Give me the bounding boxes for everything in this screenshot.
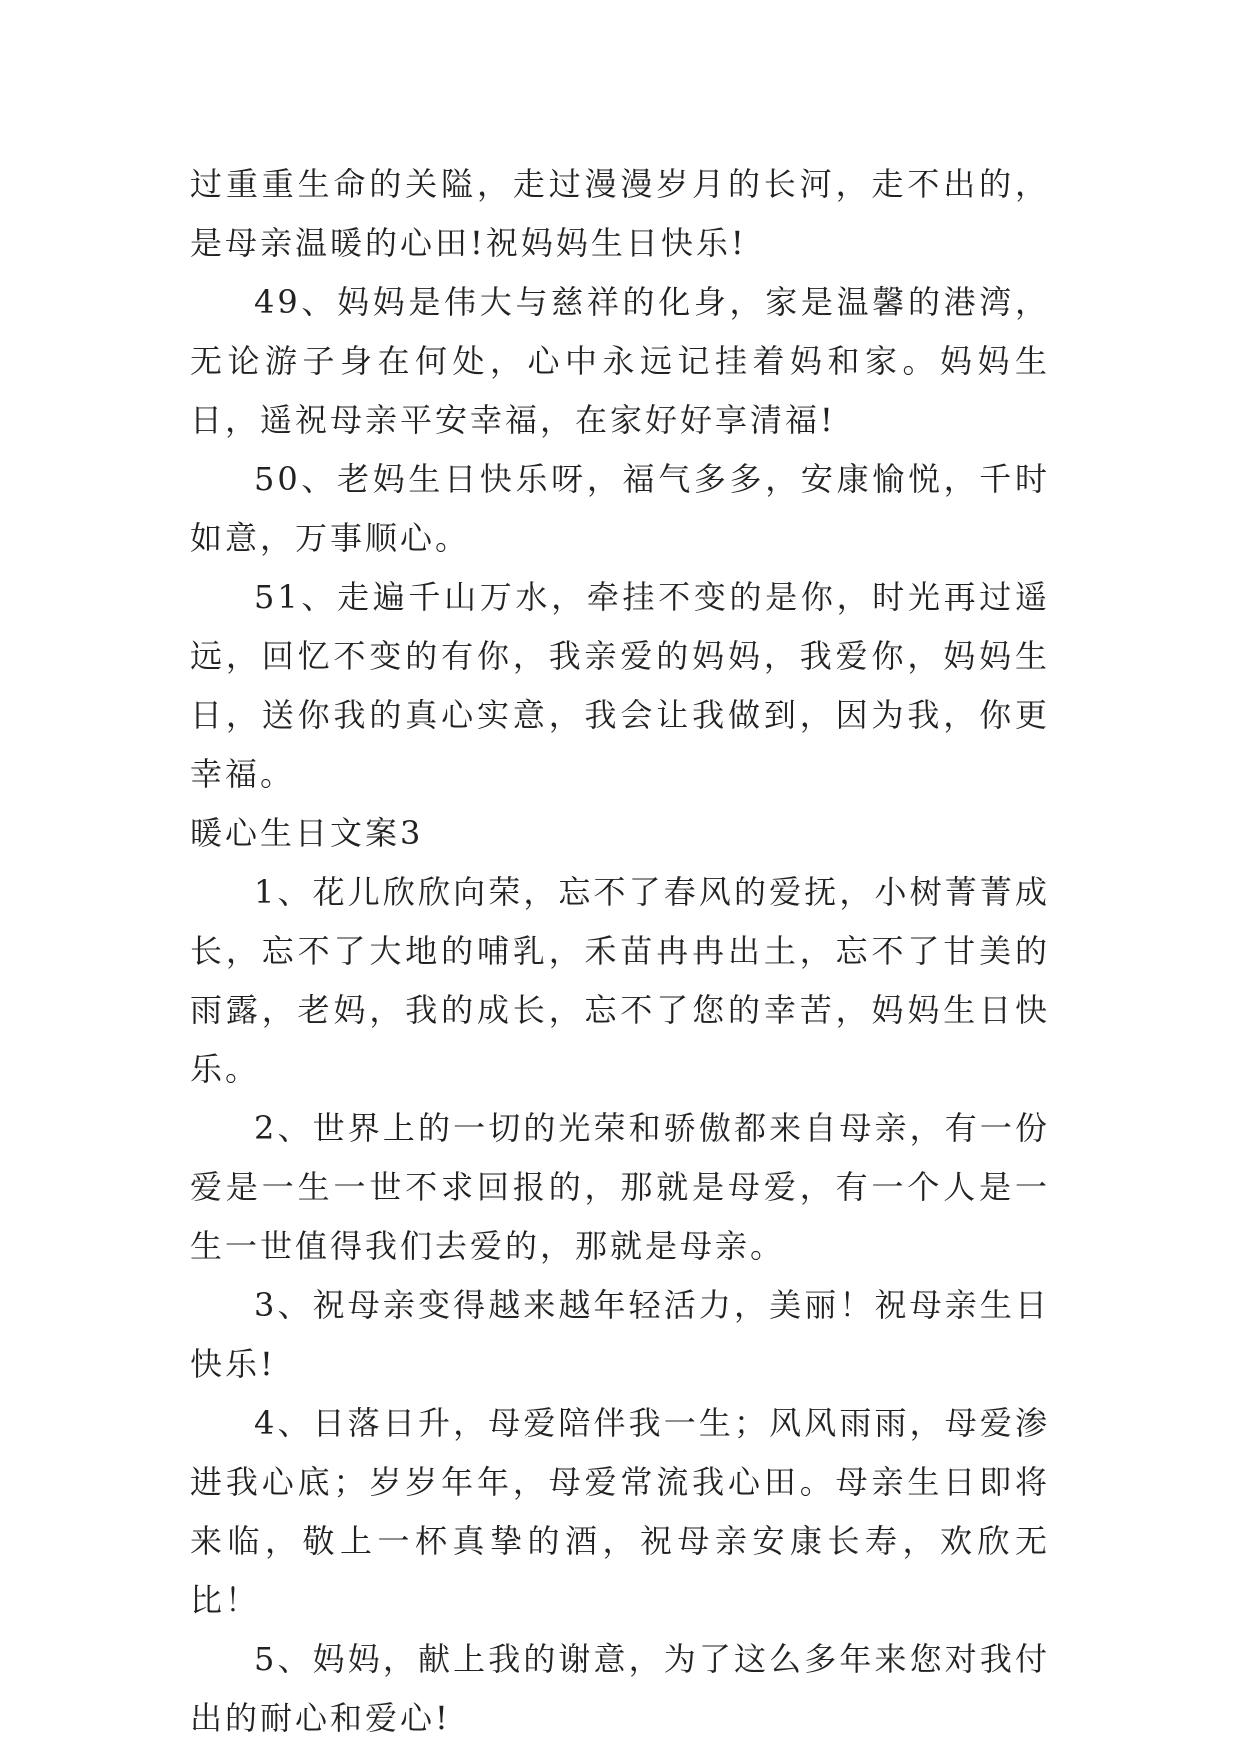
section-heading: 暖心生日文案3	[190, 814, 424, 852]
paragraph-item-2: 2、世界上的一切的光荣和骄傲都来自母亲，有一份爱是一生一世不求回报的，那就是母爱，有一个人是一生一世值得我们去爱的，那就是母亲。	[190, 1109, 1050, 1265]
document-body	[190, 155, 1050, 1748]
paragraph-continuation: 过重重生命的关隘，走过漫漫岁月的长河，走不出的，是母亲温暖的心田!祝妈妈生日快乐!	[190, 165, 1050, 262]
paragraph-item-51: 51、走遍千山万水，牵挂不变的是你，时光再过遥远，回忆不变的有你，我亲爱的妈妈，我爱你，妈妈生日，送你我的真心实意，我会让我做到，因为我，你更幸福。	[190, 578, 1050, 793]
paragraph-item-1: 1、花儿欣欣向荣，忘不了春风的爱抚，小树菁菁成长，忘不了大地的哺乳，禾苗冉冉出土，忘不了甘美的雨露，老妈，我的成长，忘不了您的幸苦，妈妈生日快乐。	[190, 873, 1050, 1088]
paragraph-item-5: 5、妈妈，献上我的谢意，为了这么多年来您对我付出的耐心和爱心!	[190, 1640, 1050, 1737]
paragraph-item-3: 3、祝母亲变得越来越年轻活力，美丽！祝母亲生日快乐!	[190, 1286, 1050, 1383]
paragraph-item-49: 49、妈妈是伟大与慈祥的化身，家是温馨的港湾，无论游子身在何处，心中永远记挂着妈和家。妈妈生日，遥祝母亲平安幸福，在家好好享清福!	[190, 283, 1050, 439]
paragraph-item-50: 50、老妈生日快乐呀，福气多多，安康愉悦，千时如意，万事顺心。	[190, 460, 1050, 557]
paragraph-item-4: 4、日落日升，母爱陪伴我一生；风风雨雨，母爱渗进我心底；岁岁年年，母爱常流我心田。母亲生日即将来临，敬上一杯真挚的酒，祝母亲安康长寿，欢欣无比！	[190, 1404, 1050, 1619]
